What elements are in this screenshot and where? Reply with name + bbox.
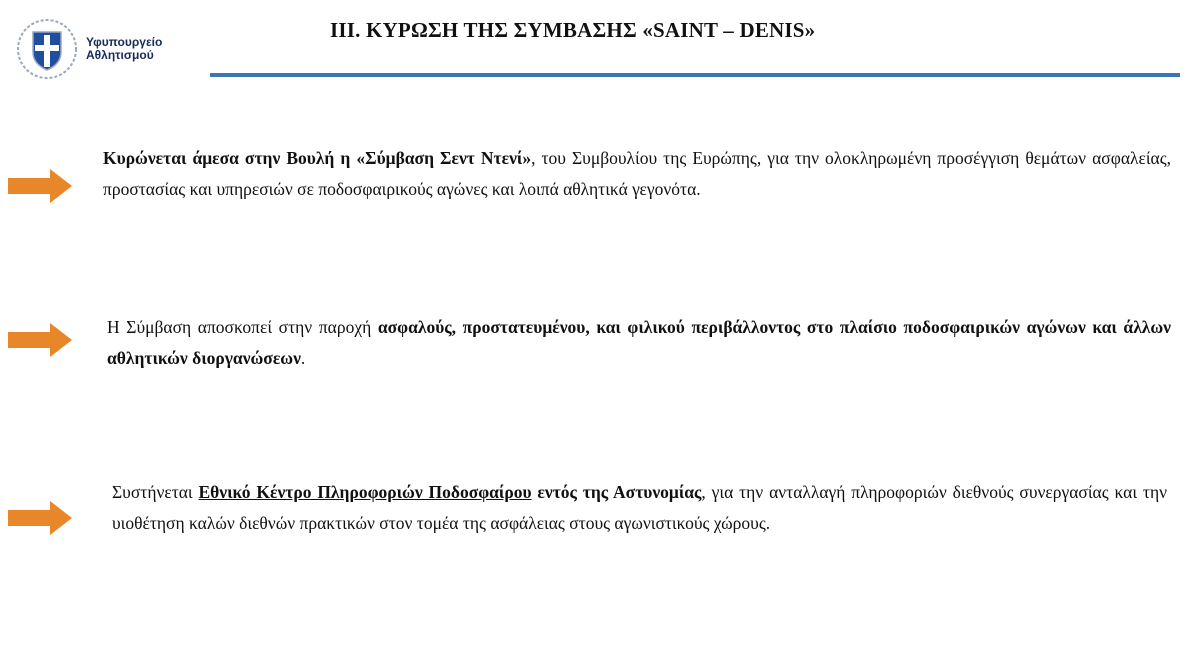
ministry-name-line1: Υφυπουργείο [86,35,163,49]
bullet-3-text: , για την ανταλλαγή πληροφοριών διεθνούς συνεργασίας και την υιοθέτηση καλών διεθνών πρακτικών στον τομέα της ασφάλειας στους αγωνιστικούς χώρους. [112,482,1168,533]
right-arrow-icon [6,498,74,538]
header-divider [210,73,1180,77]
bullet-2-bold: ασφαλούς, προστατευμένου, και φιλικού περιβάλλοντος στο πλαίσιο ποδοσφαιρικών αγώνων και άλλων αθλητικών διοργανώσεων [107,317,1172,368]
page-title: III. ΚΥΡΩΣΗ ΤΗΣ ΣΥΜΒΑΣΗΣ «SAINT – DENIS» [330,18,816,42]
bullet-paragraph-3 [112,477,1167,539]
bullet-3-bold-underlined: Εθνικό Κέντρο Πληροφοριών Ποδοσφαίρου [198,482,532,502]
bullet-1-text: , του Συμβουλίου της Ευρώπης, για την ολοκληρωμένη προσέγγιση θεμάτων ασφαλείας, προστασίας και υπηρεσιών σε ποδοσφαιρικούς αγώνες και λοιπά αθλητικά γεγονότα. [103,148,1171,199]
ministry-name [86,36,162,62]
right-arrow-icon [6,166,74,206]
bullet-2-text-pre: Η Σύμβαση αποσκοπεί στην παροχή [107,317,378,337]
bullet-3-bold: εντός της Αστυνομίας [531,482,702,502]
ministry-logo [16,18,162,80]
bullet-1-bold: Κυρώνεται άμεσα στην Βουλή η «Σύμβαση Σεντ Ντενί» [103,148,532,168]
greek-coat-of-arms-icon [16,18,78,80]
bullet-paragraph-1 [103,143,1171,205]
right-arrow-icon [6,320,74,360]
bullet-paragraph-2 [107,312,1171,374]
bullet-3-text-pre: Συστήνεται [112,482,199,502]
ministry-name-line2: Αθλητισμού [86,48,154,62]
bullet-2-text-post: . [300,348,306,368]
